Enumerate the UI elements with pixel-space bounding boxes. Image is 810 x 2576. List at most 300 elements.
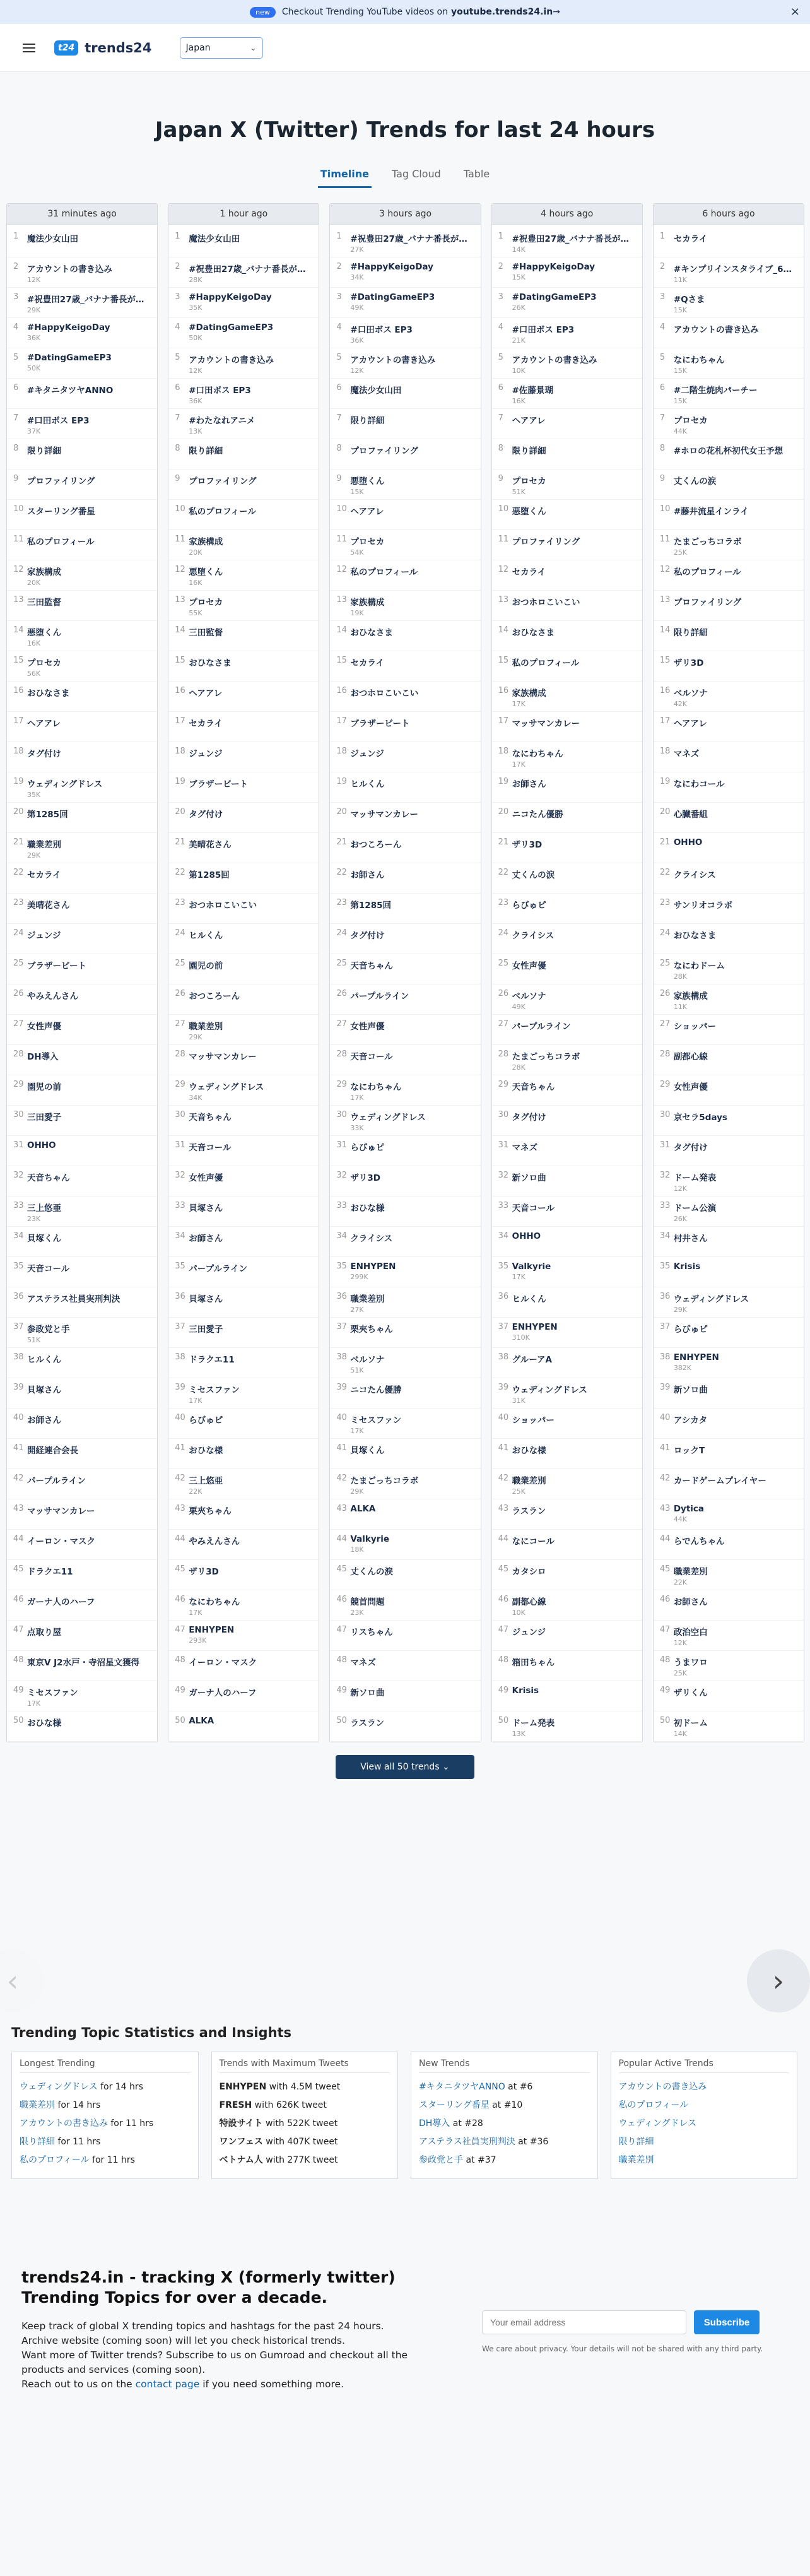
trend-link[interactable]: 天音コール <box>27 1264 70 1274</box>
trend-link[interactable]: 政治空白 <box>673 1628 708 1638</box>
trend-link[interactable]: #佐藤景瑚 <box>512 386 553 396</box>
trend-link[interactable]: マッサマンカレー <box>189 1052 257 1062</box>
stats-trend-link[interactable]: ベトナム人 <box>219 2155 263 2165</box>
trend-link[interactable]: ENHYPEN <box>673 1352 719 1362</box>
trend-link[interactable]: 家族構成 <box>189 537 223 547</box>
trend-link[interactable]: 魔法少女山田 <box>27 234 78 244</box>
tab-tag-cloud[interactable]: Tag Cloud <box>391 168 441 180</box>
trend-link[interactable]: 女性声優 <box>673 1082 708 1092</box>
stats-trend-link[interactable]: アカウントの書き込み <box>20 2118 108 2129</box>
tweet-count: 10K <box>512 1609 525 1617</box>
trend-link[interactable]: ザリ3D <box>189 1567 219 1577</box>
trend-link[interactable]: らびゅピ <box>189 1415 223 1426</box>
trend-link[interactable]: 三田愛子 <box>27 1113 61 1123</box>
tweet-count: 14K <box>673 1730 688 1738</box>
trend-link[interactable]: ニコたん優勝 <box>512 810 563 820</box>
trend-link[interactable]: ヘアアレ <box>27 719 61 729</box>
trend-link[interactable]: #DatingGameEP3 <box>350 292 435 302</box>
trend-link[interactable]: 三上悠亜 <box>27 1203 61 1214</box>
trend-link[interactable]: ラスラン <box>350 1718 385 1728</box>
trend-link[interactable]: 三田愛子 <box>189 1325 223 1335</box>
trend-link[interactable]: 天音コール <box>512 1203 555 1214</box>
trend-link[interactable]: #HappyKeigoDay <box>27 322 110 333</box>
trend-link[interactable]: らびゅピ <box>673 1325 708 1335</box>
trend-link[interactable]: 貝塚さん <box>189 1203 223 1214</box>
trend-link[interactable]: お師さん <box>189 1234 223 1244</box>
trend-link[interactable]: セカライ <box>673 234 708 244</box>
trend-link[interactable]: 家族構成 <box>512 688 546 699</box>
trend-link[interactable]: クライシス <box>673 870 716 880</box>
trend-link[interactable]: 丈くんの涙 <box>350 1567 393 1577</box>
trend-link[interactable]: ドラクエ11 <box>189 1355 235 1365</box>
trend-link[interactable]: 美晴花さん <box>189 840 232 850</box>
tab-table[interactable]: Table <box>463 168 490 180</box>
trend-link[interactable]: 園児の前 <box>189 961 223 971</box>
trend-link[interactable]: おつころーん <box>189 991 240 1001</box>
trend-link[interactable]: 新ソロ曲 <box>350 1688 385 1698</box>
trend-link[interactable]: ニコたん優勝 <box>350 1385 402 1395</box>
trend-link[interactable]: 職業差別 <box>350 1294 385 1304</box>
trend-link[interactable]: #口田ボス EP3 <box>27 416 90 426</box>
trend-link[interactable]: カードゲームプレイヤー <box>673 1476 766 1486</box>
trend-link[interactable]: #DatingGameEP3 <box>27 353 112 363</box>
trend-link[interactable]: アステラス社員実刑判決 <box>27 1294 120 1304</box>
trend-link[interactable]: グルーアA <box>512 1355 552 1365</box>
trend-link[interactable]: 魔法少女山田 <box>350 386 402 396</box>
trend-rank: 12 <box>659 565 671 574</box>
trend-link[interactable]: ウェディングドレス <box>189 1082 264 1092</box>
trend-link[interactable]: 限り詳細 <box>512 446 546 456</box>
trend-link[interactable]: おひなさま <box>189 658 232 668</box>
trend-link[interactable]: アカウントの書き込み <box>512 355 597 365</box>
trend-link[interactable]: #口田ボス EP3 <box>350 325 413 335</box>
trend-link[interactable]: プロセカ <box>27 658 61 668</box>
trend-link[interactable]: DH導入 <box>27 1052 59 1062</box>
trend-link[interactable]: セカライ <box>350 658 385 668</box>
trend-link[interactable]: アカウントの書き込み <box>350 355 436 365</box>
trend-link[interactable]: ヒルくん <box>350 779 385 789</box>
trend-link[interactable]: 職業差別 <box>27 840 61 850</box>
trend-link[interactable]: プロセカ <box>673 416 708 426</box>
trend-link[interactable]: #わたなれアニメ <box>189 416 255 426</box>
trend-link[interactable]: 新ソロ曲 <box>673 1385 708 1395</box>
trend-link[interactable]: ALKA <box>189 1716 214 1726</box>
trend-link[interactable]: タグ付け <box>27 749 61 759</box>
stats-trend-link[interactable]: 職業差別 <box>618 2155 654 2165</box>
trend-link[interactable]: 新ソロ曲 <box>512 1173 546 1183</box>
trend-link[interactable]: ショッパー <box>673 1022 717 1032</box>
trend-link[interactable]: ラスラン <box>512 1506 546 1516</box>
trend-link[interactable]: ジュンジ <box>189 749 223 759</box>
trend-link[interactable]: パープルライン <box>512 1022 571 1032</box>
trend-row <box>492 591 642 621</box>
trend-link[interactable]: ドーム発表 <box>512 1718 555 1728</box>
trend-link[interactable]: おつホロこいこい <box>512 598 580 608</box>
trend-link[interactable]: セカライ <box>27 870 61 880</box>
trend-link[interactable]: 天音ちゃん <box>189 1113 232 1123</box>
trend-link[interactable]: ブラザービート <box>350 719 410 729</box>
trend-link[interactable]: ENHYPEN <box>512 1322 558 1332</box>
trend-link[interactable]: おひなさま <box>673 931 717 941</box>
trend-link[interactable]: Dytica <box>673 1504 705 1514</box>
trend-link[interactable]: おつホロこいこい <box>350 688 419 699</box>
trend-link[interactable]: #ホロの花札杯初代女王予想 <box>673 446 784 456</box>
trend-link[interactable]: 園児の前 <box>27 1082 61 1092</box>
trend-link[interactable]: 女性声優 <box>350 1022 385 1032</box>
stats-trend-link[interactable]: アカウントの書き込み <box>618 2082 707 2092</box>
trend-link[interactable]: なにわちゃん <box>512 749 563 759</box>
stats-trend-link[interactable]: ワンフェス <box>219 2137 263 2147</box>
trend-link[interactable]: Valkyrie <box>512 1261 551 1272</box>
trend-link[interactable]: 職業差別 <box>512 1476 546 1486</box>
trend-link[interactable]: 限り詳細 <box>350 416 385 426</box>
trend-link[interactable]: #HappyKeigoDay <box>350 262 433 272</box>
stats-trend-link[interactable]: ウェディングドレス <box>20 2082 98 2092</box>
trend-link[interactable]: 私のプロフィール <box>673 567 741 577</box>
trend-link[interactable]: ヘアアレ <box>189 688 223 699</box>
trend-link[interactable]: お師さん <box>350 870 385 880</box>
stats-trend-link[interactable]: #キタニタツヤANNO <box>419 2082 505 2092</box>
trend-link[interactable]: おひな様 <box>189 1446 223 1456</box>
trend-link[interactable]: プロファイリング <box>673 598 742 608</box>
trend-link[interactable]: たまごっちコラボ <box>350 1476 419 1486</box>
trend-link[interactable]: 悪堕くん <box>189 567 223 577</box>
trend-link[interactable]: ベルソナ <box>512 991 546 1001</box>
trend-link[interactable]: 悪堕くん <box>27 628 61 638</box>
stats-trend-link[interactable]: 職業差別 <box>20 2100 55 2110</box>
trend-link[interactable]: 私のプロフィール <box>350 567 418 577</box>
trend-link[interactable]: パープルライン <box>350 991 409 1001</box>
trend-rank: 37 <box>175 1322 185 1332</box>
trend-link[interactable]: マネズ <box>350 1658 376 1668</box>
trend-link[interactable]: 天音コール <box>350 1052 393 1062</box>
trend-link[interactable]: ウェディングドレス <box>673 1294 749 1304</box>
trend-link[interactable]: プロセカ <box>350 537 385 547</box>
trend-link[interactable]: なにわちゃん <box>673 355 725 365</box>
trend-link[interactable]: お師さん <box>512 779 546 789</box>
trend-link[interactable]: ミセスファン <box>189 1385 240 1395</box>
trend-link[interactable]: OHHO <box>512 1231 541 1241</box>
trend-link[interactable]: #祝豊田27歳_バナナ番長が… <box>27 295 144 305</box>
trend-link[interactable]: 魔法少女山田 <box>189 234 240 244</box>
trend-link[interactable]: 美晴花さん <box>27 901 70 911</box>
trend-link[interactable]: なにコール <box>512 1537 555 1547</box>
trend-link[interactable]: 開経連合会長 <box>27 1446 78 1456</box>
trend-link[interactable]: ベルソナ <box>673 688 708 699</box>
trend-link[interactable]: Krisis <box>512 1686 539 1696</box>
trend-link[interactable]: ヒルくん <box>27 1355 61 1365</box>
email-field[interactable] <box>482 2310 686 2334</box>
trend-link[interactable]: 私のプロフィール <box>27 537 95 547</box>
trend-link[interactable]: ザリ3D <box>512 840 543 850</box>
trend-link[interactable]: 村井さん <box>673 1234 708 1244</box>
trend-link[interactable]: 限り詳細 <box>189 446 223 456</box>
trend-link[interactable]: プロファイリング <box>512 537 580 547</box>
trend-link[interactable]: プロセカ <box>512 476 546 487</box>
trend-link[interactable]: #DatingGameEP3 <box>512 292 597 302</box>
trend-link[interactable]: 第1285回 <box>350 901 391 911</box>
trend-link[interactable]: カタシロ <box>512 1567 546 1577</box>
trend-link[interactable]: OHHO <box>27 1140 56 1150</box>
trend-link[interactable]: 女性声優 <box>189 1173 223 1183</box>
trend-link[interactable]: たまごっちコラボ <box>512 1052 580 1062</box>
tweet-count: 25K <box>512 1487 525 1496</box>
trend-link[interactable]: プロファイリング <box>350 446 418 456</box>
trend-link[interactable]: 丈くんの涙 <box>673 476 717 487</box>
trend-link[interactable]: 貝塚くん <box>350 1446 385 1456</box>
tweet-count: 16K <box>189 579 202 587</box>
trend-link[interactable]: マッサマンカレー <box>27 1506 95 1516</box>
trend-row <box>330 1681 480 1711</box>
stats-trend-link[interactable]: 限り詳細 <box>618 2137 654 2147</box>
trend-link[interactable]: ウェディングドレス <box>27 779 103 789</box>
trend-link[interactable]: #Qさま <box>673 295 705 305</box>
chevron-right-icon[interactable]: › <box>747 1949 810 2012</box>
trend-link[interactable]: イーロン・マスク <box>27 1537 95 1547</box>
trend-link[interactable]: ヒルくん <box>189 931 223 941</box>
trend-link[interactable]: 家族構成 <box>27 567 61 577</box>
stats-detail: at #37 <box>463 2155 496 2165</box>
trend-link[interactable]: やみえんさん <box>27 991 78 1001</box>
trend-link[interactable]: ヒルくん <box>512 1294 546 1304</box>
tab-timeline[interactable]: Timeline <box>318 165 372 188</box>
trend-link[interactable]: #DatingGameEP3 <box>189 322 274 333</box>
trend-link[interactable]: ベルソナ <box>350 1355 385 1365</box>
trend-link[interactable]: サンリオコラボ <box>673 901 732 911</box>
trend-link[interactable]: ALKA <box>350 1504 376 1514</box>
trend-link[interactable]: 参政党と手 <box>27 1325 70 1335</box>
trend-rank: 39 <box>175 1383 185 1392</box>
trend-link[interactable]: 三上悠亜 <box>189 1476 223 1486</box>
trend-link[interactable]: 限り詳細 <box>27 446 61 456</box>
trend-link[interactable]: 悪堕くん <box>512 507 546 517</box>
trend-link[interactable]: アカウントの書き込み <box>189 355 274 365</box>
trend-link[interactable]: らびゅピ <box>512 901 546 911</box>
trend-link[interactable]: ジュンジ <box>512 1628 546 1638</box>
trend-link[interactable]: 職業差別 <box>189 1022 223 1032</box>
trend-link[interactable]: お師さん <box>27 1415 61 1426</box>
subscribe-button[interactable]: Subscribe <box>694 2310 760 2334</box>
trend-link[interactable]: #藤井流星インライ <box>673 507 749 517</box>
trend-link[interactable]: Krisis <box>673 1261 701 1272</box>
trend-link[interactable]: ブラザービート <box>27 961 86 971</box>
trend-link[interactable]: リスちゃん <box>350 1628 393 1638</box>
trend-link[interactable]: 私のプロフィール <box>512 658 580 668</box>
trend-link[interactable]: 天音コール <box>189 1143 232 1153</box>
stats-trend-link[interactable]: ENHYPEN <box>219 2082 267 2092</box>
trend-link[interactable]: マネズ <box>512 1143 538 1153</box>
trend-link[interactable]: ヘアアレ <box>512 416 546 426</box>
stats-trend-link[interactable]: 私のプロフィール <box>20 2155 90 2165</box>
trend-link[interactable]: ジュンジ <box>350 749 384 759</box>
trend-link[interactable]: おひなさま <box>350 628 393 638</box>
trend-link[interactable]: #祝豊田27歳_バナナ番長が… <box>189 264 306 275</box>
trend-link[interactable]: Valkyrie <box>350 1534 390 1544</box>
stats-trend-link[interactable]: 特設サイト <box>219 2118 263 2129</box>
promo-link[interactable]: youtube.trends24.in <box>451 7 553 17</box>
trend-link[interactable]: らびゅピ <box>350 1143 385 1153</box>
trend-link[interactable]: 副都心線 <box>512 1597 546 1607</box>
trend-link[interactable]: 副都心線 <box>673 1052 708 1062</box>
trend-link[interactable]: おひなさま <box>27 688 70 699</box>
trend-link[interactable]: なにわちゃん <box>350 1082 402 1092</box>
trend-link[interactable]: 家族構成 <box>350 598 385 608</box>
trend-link[interactable]: 女性声優 <box>512 961 546 971</box>
trend-link[interactable]: 箱田ちゃん <box>512 1658 555 1668</box>
trend-link[interactable]: #祝豊田27歳_バナナ番長が… <box>512 234 629 244</box>
trend-link[interactable]: #二階生焼肉パーチー <box>673 386 758 396</box>
trend-link[interactable]: マッサマンカレー <box>512 719 580 729</box>
trend-link[interactable]: ミセスファン <box>27 1688 78 1698</box>
trend-link[interactable]: #口田ボス EP3 <box>189 386 251 396</box>
trend-link[interactable]: ウェディングドレス <box>512 1385 587 1395</box>
trend-link[interactable]: タグ付け <box>512 1113 546 1123</box>
stats-trend-link[interactable]: DH導入 <box>419 2118 450 2129</box>
trend-link[interactable]: ウェディングドレス <box>350 1113 426 1123</box>
trend-link[interactable]: 悪堕くん <box>350 476 385 487</box>
trend-link[interactable]: マネズ <box>673 749 700 759</box>
stats-trend-link[interactable]: 私のプロフィール <box>618 2100 689 2110</box>
stats-trend-link[interactable]: FRESH <box>219 2100 252 2110</box>
trend-link[interactable]: #キンプリインスタライブ_6… <box>673 264 792 275</box>
trend-link[interactable]: ロックT <box>673 1446 705 1456</box>
trend-link[interactable]: ヘアアレ <box>350 507 384 517</box>
trend-link[interactable]: 限り詳細 <box>673 628 708 638</box>
trend-link[interactable]: ザリくん <box>673 1688 708 1698</box>
trend-link[interactable]: なにわコール <box>673 779 725 789</box>
trend-link[interactable]: 栗夾ちゃん <box>350 1325 393 1335</box>
stats-trend-link[interactable]: 参政党と手 <box>419 2155 463 2165</box>
trend-row <box>330 1045 480 1075</box>
trend-link[interactable]: #口田ボス EP3 <box>512 325 575 335</box>
trend-link[interactable]: 丈くんの涙 <box>512 870 555 880</box>
trend-rank: 29 <box>659 1080 671 1089</box>
trend-link[interactable]: 初ドーム <box>673 1718 708 1728</box>
trend-link[interactable]: タグ付け <box>189 810 223 820</box>
trend-link[interactable]: #祝豊田27歳_バナナ番長が… <box>350 234 467 244</box>
close-icon[interactable]: × <box>790 5 800 18</box>
trend-link[interactable]: アカウントの書き込み <box>27 264 112 275</box>
trend-link[interactable]: 三田監督 <box>27 598 61 608</box>
trend-link[interactable]: ヘアアレ <box>673 719 707 729</box>
trend-link[interactable]: たまごっちコラボ <box>673 537 742 547</box>
trend-rank: 2 <box>498 262 503 271</box>
trend-link[interactable]: ENHYPEN <box>189 1625 235 1635</box>
trend-link[interactable]: なにわちゃん <box>189 1597 240 1607</box>
trend-link[interactable]: パープルライン <box>27 1476 86 1486</box>
trend-link[interactable]: お師さん <box>673 1597 708 1607</box>
trend-link[interactable]: ENHYPEN <box>350 1261 396 1272</box>
trend-link[interactable]: 三田監督 <box>189 628 223 638</box>
stats-trend-link[interactable]: 限り詳細 <box>20 2137 55 2147</box>
trend-link[interactable]: 点取り屋 <box>27 1628 61 1638</box>
trend-link[interactable]: やみえんさん <box>189 1537 240 1547</box>
trend-link[interactable]: マッサマンカレー <box>350 810 418 820</box>
trend-link[interactable]: イーロン・マスク <box>189 1658 257 1668</box>
trend-link[interactable]: おひな様 <box>27 1718 61 1728</box>
trend-link[interactable]: 私のプロフィール <box>189 507 256 517</box>
trend-link[interactable]: 栗夾ちゃん <box>189 1506 232 1516</box>
trend-link[interactable]: ドラクエ11 <box>27 1567 73 1577</box>
trend-link[interactable]: ショッパー <box>512 1415 555 1426</box>
trend-link[interactable]: パープルライン <box>189 1264 248 1274</box>
trend-link[interactable]: 天音ちゃん <box>27 1173 70 1183</box>
logo[interactable] <box>54 40 152 56</box>
trend-link[interactable]: #キタニタツヤANNO <box>27 386 114 396</box>
trend-link[interactable]: 貝塚さん <box>27 1385 61 1395</box>
trend-link[interactable]: ザリ3D <box>350 1173 381 1183</box>
trend-link[interactable]: アカウントの書き込み <box>673 325 759 335</box>
stats-trend-link[interactable]: スターリング番星 <box>419 2100 490 2110</box>
trend-link[interactable]: ザリ3D <box>673 658 704 668</box>
trend-link[interactable]: 第1285回 <box>27 810 68 820</box>
contact-link[interactable]: contact page <box>135 2378 200 2390</box>
trend-link[interactable]: 職業差別 <box>673 1567 708 1577</box>
view-all-button[interactable] <box>336 1755 474 1779</box>
trend-link[interactable]: プロファイリング <box>189 476 257 487</box>
stats-trend-link[interactable]: ウェディングドレス <box>618 2118 697 2129</box>
trend-link[interactable]: 東京V J2水戸・寺沼星文獲得 <box>27 1658 140 1668</box>
trend-link[interactable]: プロセカ <box>189 598 223 608</box>
trend-link[interactable]: タグ付け <box>350 931 385 941</box>
trend-link[interactable]: 競首問題 <box>350 1597 385 1607</box>
trend-link[interactable]: 貝塚くん <box>27 1234 61 1244</box>
trend-link[interactable]: ミセスファン <box>350 1415 402 1426</box>
country-select[interactable] <box>180 37 263 59</box>
trend-link[interactable]: タグ付け <box>673 1143 708 1153</box>
trend-row <box>654 1136 804 1166</box>
trend-link[interactable]: うまワロ <box>673 1658 708 1668</box>
trend-link[interactable]: 京セラ5days <box>673 1113 727 1123</box>
trend-link[interactable]: おつホロこいこい <box>189 901 257 911</box>
stats-trend-link[interactable]: アステラス社員実刑判決 <box>419 2137 515 2147</box>
trend-link[interactable]: セカライ <box>512 567 546 577</box>
trend-link[interactable]: スターリング番星 <box>27 507 95 517</box>
trend-link[interactable]: クライシス <box>512 931 555 941</box>
trend-link[interactable]: ジュンジ <box>27 931 61 941</box>
trend-link[interactable]: ブラザービート <box>189 779 249 789</box>
trend-link[interactable]: クライシス <box>350 1234 393 1244</box>
trend-link[interactable]: 女性声優 <box>27 1022 61 1032</box>
trend-link[interactable]: アシカタ <box>673 1415 708 1426</box>
trend-link[interactable]: セカライ <box>189 719 223 729</box>
trend-link[interactable]: おひな様 <box>512 1446 546 1456</box>
trend-link[interactable]: 天音ちゃん <box>512 1082 555 1092</box>
trend-link[interactable]: 天音ちゃん <box>350 961 393 971</box>
menu-icon[interactable] <box>23 44 35 52</box>
trend-link[interactable]: おひなさま <box>512 628 555 638</box>
trend-link[interactable]: らでんちゃん <box>673 1537 725 1547</box>
trend-link[interactable]: プロファイリング <box>27 476 95 487</box>
trend-link[interactable]: 貝塚さん <box>189 1294 223 1304</box>
timeline-column <box>491 203 643 1742</box>
trend-link[interactable]: なにわドーム <box>673 961 725 971</box>
trend-link[interactable]: 第1285回 <box>189 870 230 880</box>
trend-rank: 42 <box>498 1474 509 1483</box>
trend-link[interactable]: ガーナ人のハーフ <box>27 1597 95 1607</box>
trend-link[interactable]: ガーナ人のハーフ <box>189 1688 257 1698</box>
trend-link[interactable]: ドーム発表 <box>673 1173 717 1183</box>
trend-link[interactable]: ドーム公演 <box>673 1203 717 1214</box>
trend-link[interactable]: おひな様 <box>350 1203 385 1214</box>
chevron-left-icon[interactable]: ‹ <box>0 1949 44 2012</box>
trend-link[interactable]: 心臓番組 <box>673 810 708 820</box>
trend-link[interactable]: 家族構成 <box>673 991 708 1001</box>
trend-link[interactable]: OHHO <box>673 837 703 848</box>
trend-link[interactable]: #HappyKeigoDay <box>512 262 596 272</box>
trend-link[interactable]: #HappyKeigoDay <box>189 292 272 302</box>
trend-link[interactable]: おつころーん <box>350 840 402 850</box>
